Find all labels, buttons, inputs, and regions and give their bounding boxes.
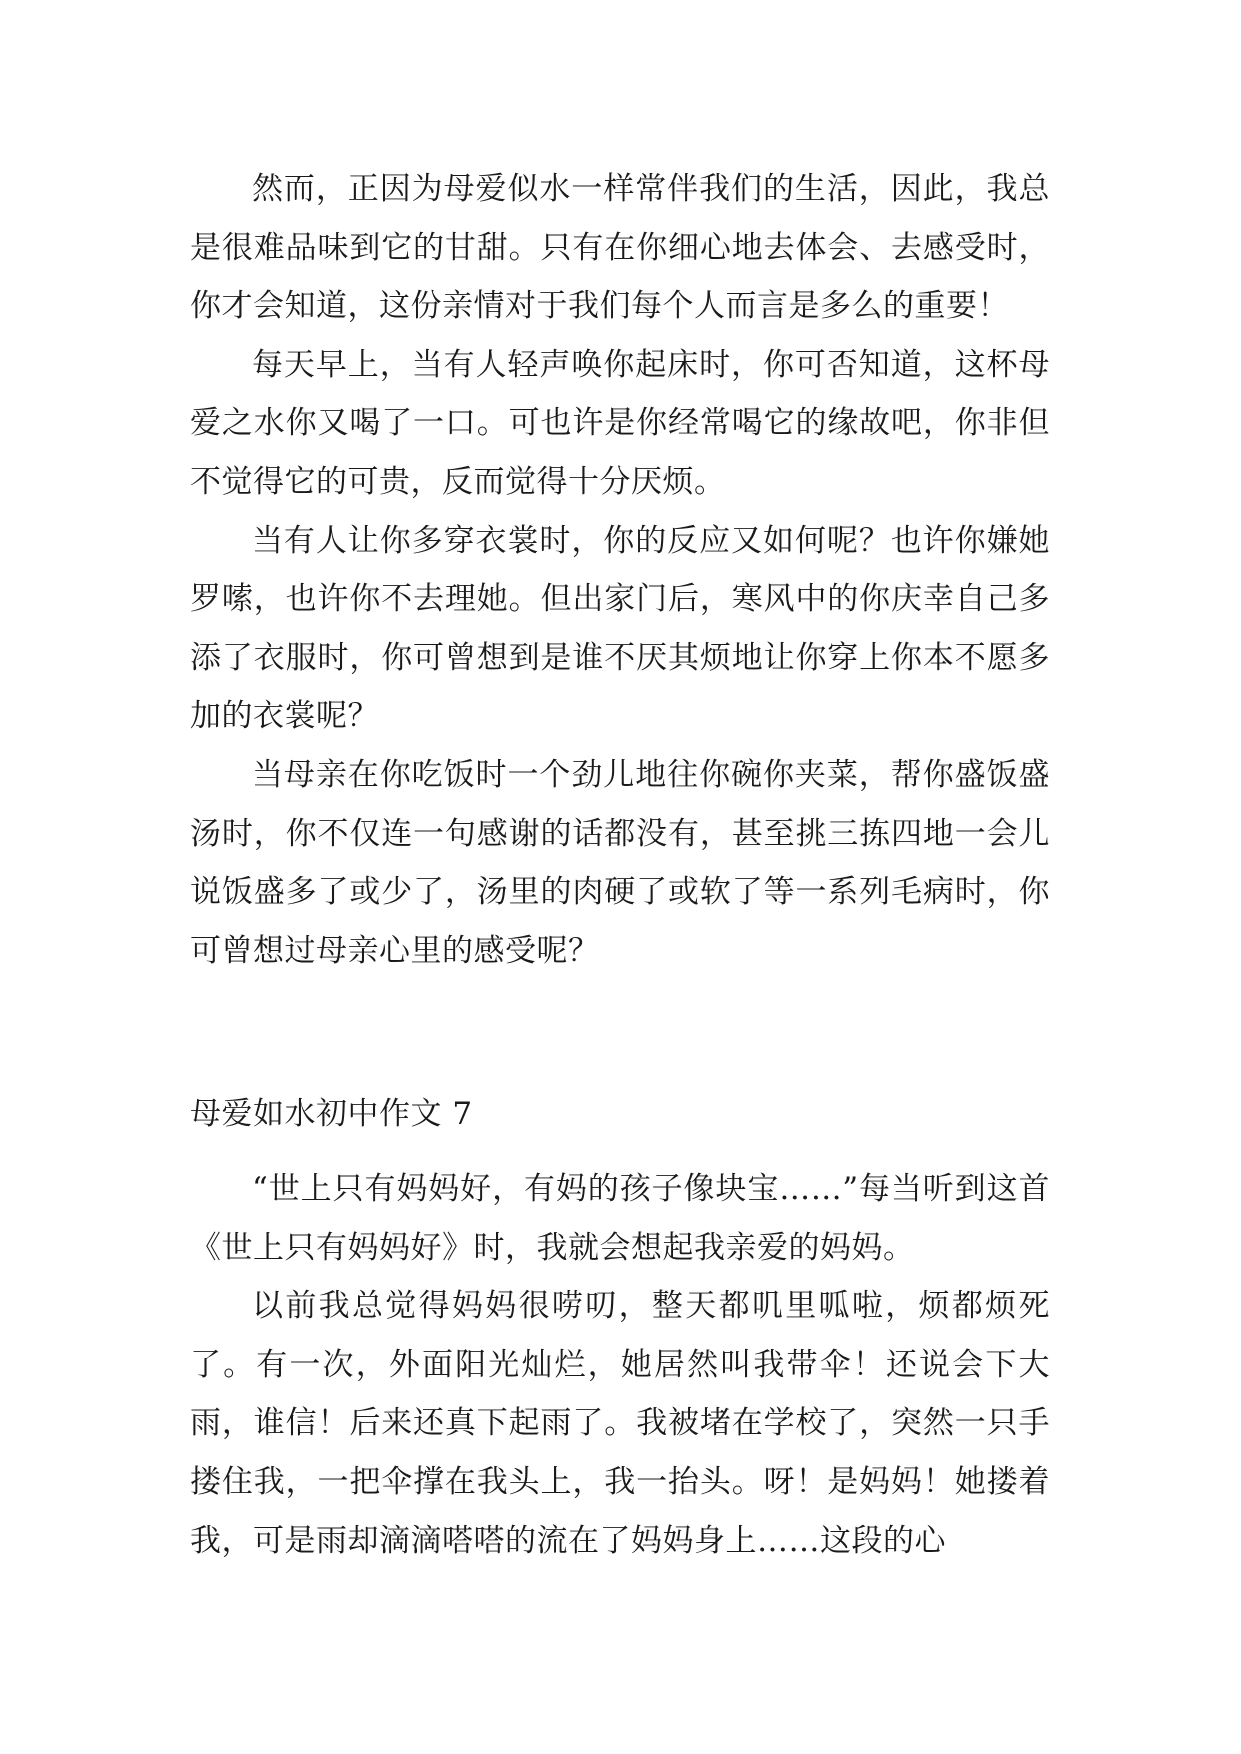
paragraph: 以前我总觉得妈妈很唠叨，整天都叽里呱啦，烦都烦死了。有一次，外面阳光灿烂，她居然叫我带伞！还说会下大雨，谁信！后来还真下起雨了。我被堵在学校了，突然一只手搂住我，一把伞撑在我头上，我一抬头。呀！是妈妈！她搂着我，可是雨却滴滴嗒嗒的流在了妈妈身上……这段的心	[190, 1288, 1050, 1559]
paragraph: 当母亲在你吃饭时一个劲儿地往你碗你夹菜，帮你盛饭盛汤时，你不仅连一句感谢的话都没有，甚至挑三拣四地一会儿说饭盛多了或少了，汤里的肉硬了或软了等一系列毛病时，你可曾想过母亲心里的感受呢？	[190, 756, 1050, 969]
essay-section-two	[190, 1160, 1050, 1570]
paragraph: 每天早上，当有人轻声唤你起床时，你可否知道，这杯母爱之水你又喝了一口。可也许是你经常喝它的缘故吧，你非但不觉得它的可贵，反而觉得十分厌烦。	[190, 346, 1050, 500]
essay-section-one	[190, 160, 1050, 980]
paragraph: 当有人让你多穿衣裳时，你的反应又如何呢？也许你嫌她罗嗦，也许你不去理她。但出家门后，寒风中的你庆幸自己多添了衣服时，你可曾想到是谁不厌其烦地让你穿上你本不愿多加的衣裳呢？	[190, 522, 1050, 735]
paragraph: 然而，正因为母爱似水一样常伴我们的生活，因此，我总是很难品味到它的甘甜。只有在你细心地去体会、去感受时，你才会知道，这份亲情对于我们每个人而言是多么的重要！	[190, 171, 1050, 325]
essay-title: 母爱如水初中作文 7	[190, 1096, 473, 1132]
paragraph: “世上只有妈妈好，有妈的孩子像块宝……”每当听到这首《世上只有妈妈好》时，我就会想起我亲爱的妈妈。	[190, 1171, 1050, 1266]
